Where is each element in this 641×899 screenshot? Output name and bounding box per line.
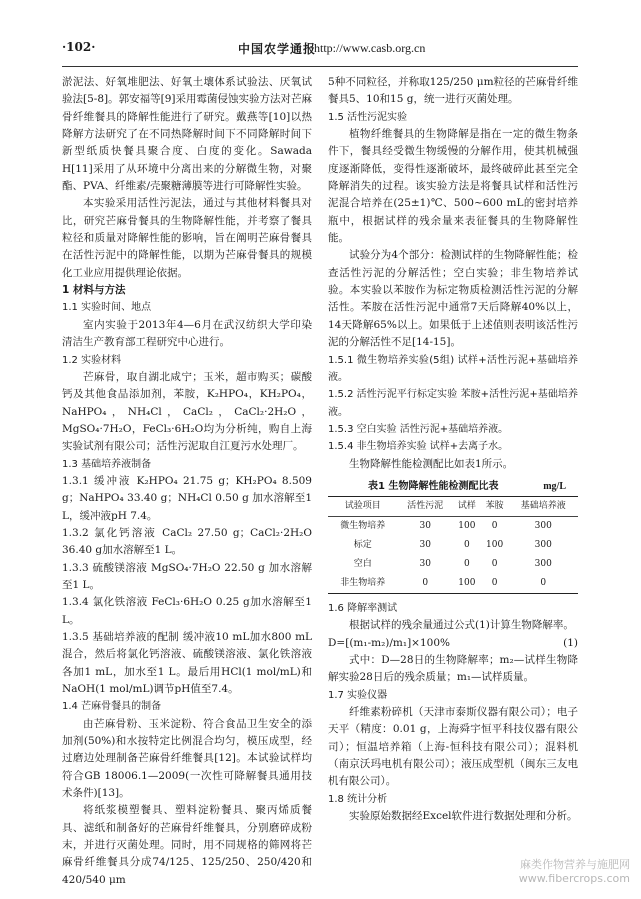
table-cell: 300 (534, 558, 552, 569)
paragraph: 1.3.1 缓冲液 K₂HPO₄ 21.75 g；KH₂PO₄ 8.509 g；NaHPO₄ 33.40 g；NH₄Cl 0.50 g 加水溶解至1 L，缓冲液pH 7.4。 (62, 474, 312, 522)
table-row (328, 516, 578, 536)
page-header (62, 40, 578, 62)
paragraph: 1.3.4 氯化铁溶液 FeCl₃·6H₂O 0.25 g加水溶解至1 L。 (62, 596, 312, 626)
table-cell: 30 (419, 558, 431, 569)
subsection-heading: 1.7 实验仪器 (328, 689, 388, 701)
subsection-heading: 1.3 基础培养液制备 (62, 458, 152, 470)
table-cell: 100 (458, 520, 476, 531)
table-caption (328, 476, 578, 496)
paragraph: 纤维素粉碎机（天津市泰斯仪器有限公司）；电子天平（精度：0.01 g，上海舜宇恒平科技仪器有限公司）；恒温培养箱（上海-恒科技有限公司）；混料机（南京沃玛电机有限公司）；液压成型机（闽东三友电机有限公司）。 (328, 705, 578, 788)
paragraph: 1.5.4 非生物培养实验 试样+去离子水。 (328, 441, 509, 453)
table-cell: 30 (419, 520, 431, 531)
table-header: 试样 (457, 500, 476, 511)
subsection-heading: 1.8 统计分析 (328, 793, 388, 805)
subsection-heading: 1.2 实验材料 (62, 354, 122, 366)
paragraph: 室内实验于2013年4—6月在武汉纺织大学印染清洁生产教育部工程研究中心进行。 (62, 318, 312, 349)
paragraph: 1.5.1 微生物培养实验(5组) 试样+活性污泥+基础培养液。 (328, 354, 578, 383)
paragraph: 1.3.5 基础培养液的配制 缓冲液10 mL加水800 mL混合，然后将氯化钙溶液、硫酸镁溶液、氯化铁溶液各加1 mL，加水至1 L。最后用HCl(1 mol/mL)和NaOH(1 mol/mL)调节pH值至7.4。 (62, 631, 312, 696)
table-row (328, 555, 578, 574)
table-cell: 30 (419, 539, 431, 550)
table-row (328, 574, 578, 594)
table-cell: 微生物培养 (340, 520, 386, 531)
paragraph: 根据试样的残余量通过公式(1)计算生物降解率。 (349, 619, 574, 632)
table-unit: mg/L (543, 480, 566, 492)
paragraph: 1.3.3 硫酸镁溶液 MgSO₄·7H₂O 22.50 g 加水溶解至1 L。 (62, 561, 312, 591)
right-column (328, 74, 578, 825)
paragraph: 1.5.2 活性污泥平行标定实验 苯胺+活性污泥+基础培养液。 (328, 389, 578, 418)
table-cell: 100 (486, 539, 504, 550)
paragraph: 1.5.3 空白实验 活性污泥+基础培养液。 (328, 423, 509, 435)
paragraph: 式中：D—28日的生物降解率；m₂—试样生物降解实验28日后的残余质量；m₁—试样质量。 (328, 653, 578, 684)
table-cell: 0 (491, 558, 498, 569)
paragraph: 试验分为4个部分：检测试样的生物降解性能；检查活性污泥的分解活性；空白实验；非生物培养试验。本实验以苯胺作为标定物质检测活性污泥的分解活性。苯胺在活性污泥中通常7天后降解40%以上，14天降解65%以上。如果低于上述值则表明该活性污泥的分解活性不足[14-15]。 (328, 249, 578, 349)
table-cell: 0 (463, 539, 470, 550)
subsection-heading: 1.4 芒麻骨餐具的制备 (62, 701, 162, 713)
table-row (328, 536, 578, 555)
equation-number: (1) (563, 636, 578, 649)
table-header: 试验项目 (344, 500, 381, 511)
table-cell: 0 (491, 520, 498, 531)
paragraph: 1.3.2 氯化钙溶液 CaCl₂ 27.50 g；CaCl₂·2H₂O 36.40 g加水溶解至1 L。 (62, 526, 312, 557)
biodegradation-table (328, 496, 578, 594)
paragraph: 由芒麻骨粉、玉米淀粉、符合食品卫生安全的添加剂(50%)和水按特定比例混合均匀，模压成型，经过磨边处理制备芒麻骨纤维餐具[12]。本试验试样均符合GB 18006.1—2009(一次性可降解餐具通用技术条件)[13]。 (62, 717, 312, 800)
subsection-heading: 1.6 降解率测试 (328, 602, 398, 614)
page-number: ·102· (62, 40, 96, 54)
journal-title: 中国农学通报 (238, 42, 317, 56)
subsection-heading: 1.1 实验时间、地点 (62, 302, 152, 314)
table-cell: 0 (491, 577, 498, 588)
table-header-row (328, 496, 578, 516)
paragraph-cont: 5种不同粒径，并称取125/250 μm粒径的芒麻骨纤维餐具5、10和15 g，统一进行灭菌处理。 (328, 76, 578, 106)
table-cell: 0 (422, 577, 429, 588)
journal-website: http://www.casb.org.cn (314, 41, 426, 55)
equation-body: D=[(m₁-m₂)/m₁]×100% (328, 636, 451, 649)
header-rule (62, 66, 578, 67)
equation (328, 635, 578, 652)
intro-paragraph: 本实验采用活性污泥法，通过与其他材料餐具对比，研究芒麻骨餐具的生物降解性能，并考察了餐具粒径和质量对降解性能的影响，旨在阐明芒麻骨餐具在活性污泥中的降解性能，以期为芒麻骨餐具的规模化工业应用提供理论依据。 (62, 197, 312, 279)
left-column (62, 74, 312, 889)
table-cell: 空白 (353, 558, 372, 569)
section-heading: 1 材料与方法 (62, 284, 126, 297)
watermark (500, 858, 630, 886)
table-cell: 0 (540, 577, 547, 588)
subsection-heading: 1.5 活性污泥实验 (328, 111, 408, 123)
table-cell: 300 (534, 520, 552, 531)
watermark-line: www.fibercrops.com (518, 872, 630, 885)
paragraph: 芒麻骨，取自湖北咸宁；玉米，超市购买；碳酸钙及其他食品添加剂，苯胺，K₂HPO₄，KH₂PO₄，NaHPO₄，NH₄Cl，CaCl₂，CaCl₂·2H₂O，MgSO₄·7H₂O，FeCl₃·6H₂O均为分析纯，购自上海实验试剂有限公司；活性污泥取自江夏污水处理厂。 (62, 370, 312, 453)
paragraph: 将纸浆模塑餐具、塑料淀粉餐具、聚丙烯质餐具、滤纸和制备好的芒麻骨纤维餐具，分别磨碎成粉末，并进行灭菌处理。同时，用不同规格的筛网将芒麻骨纤维餐具分成74/125、125/250、250/420和420/540 μm (62, 804, 312, 886)
table-cell: 非生物培养 (340, 577, 386, 588)
paragraph: 生物降解性能检测配比如表1所示。 (349, 457, 514, 470)
table-header: 基础培养液 (520, 500, 566, 511)
paragraph: 植物纤维餐具的生物降解是指在一定的微生物条件下，餐具经受微生物缓慢的分解作用，使其机械强度逐渐降低，变得性逐渐破坏，最终破碎此甚至完全降解消失的过程。该实验方法是将餐具试样和活性污泥混合培养在(25±1)℃、500~600 mL的密封培养瓶中，根据试样的残余量来表征餐具的生物降解性能。 (328, 128, 578, 245)
table-cell: 0 (463, 558, 470, 569)
table-cell: 300 (534, 539, 552, 550)
table-header: 活性污泥 (407, 500, 444, 511)
intro-paragraph-cont: 淤泥法、好氧堆肥法、好氧土壤体系试验法、厌氧试验法[5-8]。郭安福等[9]采用霉菌侵蚀实验方法对芒麻骨纤维餐具的降解性能进行了研究。戴燕等[10]以热降解方法研究了在不同热降解时间下不同降解时间下新型纸质快餐具聚合度、白度的变化。Sawada H[11]采用了从环境中分离出来的分解微生物，对聚酯、PVA、纤维素/壳聚糖薄膜等进行可降解性实验。 (62, 76, 312, 193)
table-title: 表1 生物降解性能检测配比表 (368, 480, 499, 492)
table-cell: 100 (458, 577, 476, 588)
paragraph: 实验原始数据经Excel软件进行数据处理和分析。 (349, 810, 578, 823)
table-cell: 标定 (353, 539, 372, 550)
table-header: 苯胺 (485, 500, 504, 511)
watermark-line: 麻类作物营养与施肥网 (520, 858, 630, 871)
